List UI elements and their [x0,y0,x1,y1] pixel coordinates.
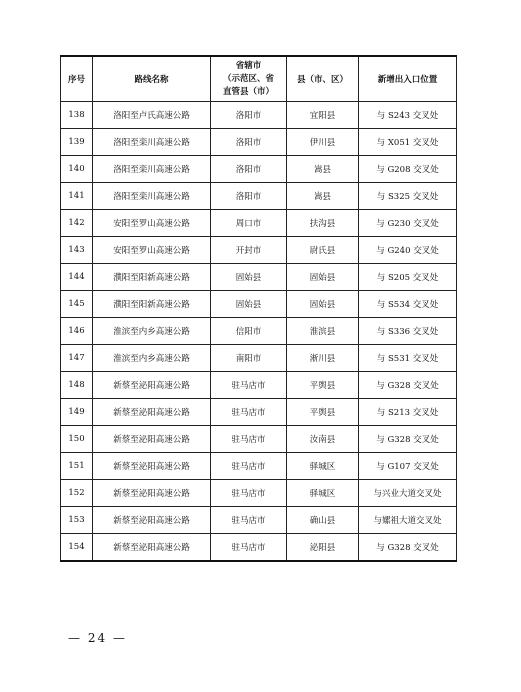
cell-no: 141 [61,183,93,210]
cell-route: 新蔡至泌阳高速公路 [93,453,211,480]
cell-no: 150 [61,426,93,453]
cell-county: 固始县 [287,264,359,291]
table-header-row [61,56,457,102]
cell-route: 洛阳至栾川高速公路 [93,156,211,183]
cell-no: 147 [61,345,93,372]
header-city [211,56,287,102]
cell-no: 142 [61,210,93,237]
cell-county: 嵩县 [287,183,359,210]
cell-no: 144 [61,264,93,291]
table-row [61,237,457,264]
cell-location: 与 S534 交叉处 [359,291,457,318]
cell-city: 信阳市 [211,318,287,345]
table-row [61,426,457,453]
table-row [61,345,457,372]
cell-location: 与 G208 交叉处 [359,156,457,183]
cell-route: 淮滨至内乡高速公路 [93,345,211,372]
cell-city: 洛阳市 [211,156,287,183]
cell-location: 与 G328 交叉处 [359,534,457,562]
cell-city: 南阳市 [211,345,287,372]
table-row [61,291,457,318]
table-row [61,453,457,480]
cell-county: 泌阳县 [287,534,359,562]
table-row [61,156,457,183]
cell-county: 伊川县 [287,129,359,156]
exits-table [60,55,457,562]
cell-route: 新蔡至泌阳高速公路 [93,399,211,426]
header-county: 县（市、区） [287,56,359,102]
cell-county: 确山县 [287,507,359,534]
cell-location: 与 X051 交叉处 [359,129,457,156]
cell-no: 146 [61,318,93,345]
cell-route: 洛阳至栾川高速公路 [93,129,211,156]
cell-location: 与 S336 交叉处 [359,318,457,345]
cell-location: 与 S205 交叉处 [359,264,457,291]
cell-location: 与兴业大道交叉处 [359,480,457,507]
table-body [61,102,457,562]
cell-location: 与 G328 交叉处 [359,372,457,399]
header-location: 新增出入口位置 [359,56,457,102]
cell-no: 152 [61,480,93,507]
cell-city: 固始县 [211,264,287,291]
cell-location: 与 S325 交叉处 [359,183,457,210]
cell-route: 新蔡至泌阳高速公路 [93,534,211,562]
cell-location: 与 G107 交叉处 [359,453,457,480]
table-row [61,264,457,291]
cell-no: 151 [61,453,93,480]
cell-no: 143 [61,237,93,264]
cell-no: 138 [61,102,93,129]
cell-county: 平舆县 [287,372,359,399]
cell-city: 驻马店市 [211,426,287,453]
cell-location: 与 S243 交叉处 [359,102,457,129]
header-route: 路线名称 [93,56,211,102]
cell-location: 与 G328 交叉处 [359,426,457,453]
document-table-container [60,55,456,562]
cell-city: 开封市 [211,237,287,264]
cell-city: 洛阳市 [211,102,287,129]
header-city-line2: （示范区、省 [222,73,274,84]
cell-route: 淮滨至内乡高速公路 [93,318,211,345]
cell-route: 安阳至罗山高速公路 [93,237,211,264]
cell-city: 驻马店市 [211,534,287,562]
cell-city: 周口市 [211,210,287,237]
header-city-line1: 省辖市 [235,60,262,71]
cell-county: 固始县 [287,291,359,318]
cell-location: 与 S213 交叉处 [359,399,457,426]
table-row [61,210,457,237]
cell-county: 嵩县 [287,156,359,183]
cell-route: 新蔡至泌阳高速公路 [93,480,211,507]
cell-city: 驻马店市 [211,453,287,480]
cell-county: 淅川县 [287,345,359,372]
table-row [61,318,457,345]
cell-no: 154 [61,534,93,562]
cell-county: 扶沟县 [287,210,359,237]
table-row [61,399,457,426]
page-number: — 24 — [68,631,127,645]
cell-city: 驻马店市 [211,507,287,534]
cell-county: 平舆县 [287,399,359,426]
cell-no: 145 [61,291,93,318]
cell-county: 汝南县 [287,426,359,453]
cell-city: 洛阳市 [211,183,287,210]
cell-county: 驿城区 [287,453,359,480]
cell-no: 148 [61,372,93,399]
cell-city: 驻马店市 [211,399,287,426]
cell-no: 153 [61,507,93,534]
cell-location: 与 S531 交叉处 [359,345,457,372]
header-no: 序号 [61,56,93,102]
cell-location: 与嫘祖大道交叉处 [359,507,457,534]
cell-city: 固始县 [211,291,287,318]
table-row [61,507,457,534]
cell-no: 140 [61,156,93,183]
table-row [61,534,457,562]
cell-route: 安阳至罗山高速公路 [93,210,211,237]
cell-route: 濮阳至阳新高速公路 [93,264,211,291]
cell-location: 与 G240 交叉处 [359,237,457,264]
cell-county: 尉氏县 [287,237,359,264]
cell-location: 与 G230 交叉处 [359,210,457,237]
table-row [61,480,457,507]
cell-city: 洛阳市 [211,129,287,156]
cell-route: 新蔡至泌阳高速公路 [93,507,211,534]
cell-no: 139 [61,129,93,156]
table-row [61,102,457,129]
cell-route: 濮阳至阳新高速公路 [93,291,211,318]
cell-city: 驻马店市 [211,372,287,399]
header-city-line3: 直管县（市） [222,86,274,97]
table-row [61,372,457,399]
cell-city: 驻马店市 [211,480,287,507]
cell-route: 新蔡至泌阳高速公路 [93,426,211,453]
cell-county: 驿城区 [287,480,359,507]
cell-no: 149 [61,399,93,426]
table-row [61,129,457,156]
cell-county: 淮滨县 [287,318,359,345]
cell-route: 洛阳至栾川高速公路 [93,183,211,210]
table-row [61,183,457,210]
cell-county: 宜阳县 [287,102,359,129]
cell-route: 新蔡至泌阳高速公路 [93,372,211,399]
cell-route: 洛阳至卢氏高速公路 [93,102,211,129]
